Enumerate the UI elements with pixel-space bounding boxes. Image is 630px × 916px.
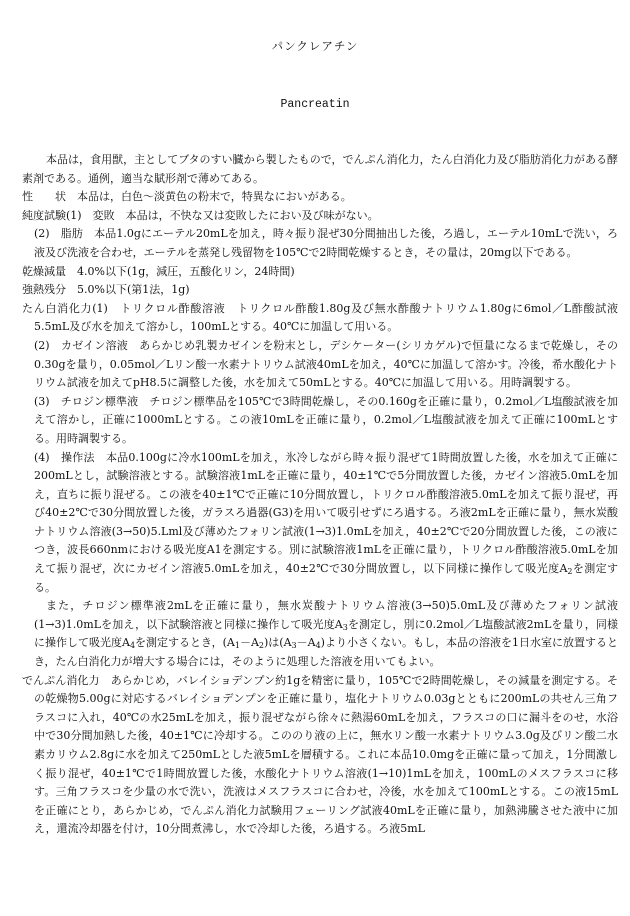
standard-text-3: を測定するとき，(A [135, 636, 235, 650]
protein-digestion-2: (2) カゼイン溶液 あらかじめ乳製カゼインを粉末とし，デシケーター(シリカゲル)で恒量になるまで乾燥し，その0.30gを量り，0.05mol／Lリン酸一水素ナトリウム試液40mLを加え，40℃に加温して溶かす。冷後，希水酸化ナトリウム試液を加えてpH8.5に調整した後，水を加えて50mLとする。40℃に加温して用いる。用時調製する。 [34, 338, 618, 390]
intro-paragraph: 本品は，食用獣，主としてブタのすい臓から製したもので，でんぷん消化力，たん白消化力及び脂肪消化力がある酵素剤である。通例，適当な賦形剤で薄めてある。 [22, 153, 618, 185]
procedure-text: (4) 操作法 本品0.100gに冷水100mLを加え，氷冷しながら時々振り混ぜて1時間放置した後，水を加えて正確に200mLとし，試験溶液とする。試験溶液1mLを正確に量り，40±1℃で5分間放置した後，カゼイン溶液5.0mLを加え，直ちに振り混ぜる。この液を40±1℃で正確に10分間放置し，トリクロル酢酸溶液5.0mLを加えて振り混ぜ，再び40±2℃で30分間放置した後，ガラスろ過器(G3)を用いて吸引せずにろ過する。ろ液2mLを正確に量り，無水炭酸ナトリウム溶液(3→50)5.Lml及び薄めたフォリン試液(1→3)1.0mLを加え，40±2℃で20分間放置した後，この液につき，波長660nmにおける吸光度A1を測定する。別に試験溶液1mLを正確に量り，トリクロル酢酸溶液5.0mLを加えて振り混ぜ，次にカゼイン溶液5.0mLを加え，40±2℃で30分間放置し，以下同様に操作して吸光度A [34, 450, 618, 576]
starch-digestion: でんぷん消化力 あらかじめ，バレイショデンプン約1gを精密に量り，105℃で2時間乾燥し，その減量を測定する。その乾燥物5.00gに対応するバレイショデンプンを正確に量り，塩化ナトリウム0.03gとともに200mLの共せん三角フラスコに入れ，40℃の水25mLを加え，振り混ぜながら徐々に熱湯60mLを加え，フラスコの口に漏斗をのせ，水浴中で30分間加熱した後，40±1℃に冷却する。こののり液の上に，無水リン酸一水素ナトリウム3.0g及びリン酸二水素カリウム2.8gに水を加えて250mLとした液5mLを層積する。これに本品10.0mgを正確に量って加え，1分間激しく振り混ぜ，40±1℃で1時間放置した後，水酸化ナトリウム溶液(1→10)1mLを加え，100mLのメスフラスコに移す。三角フラスコを少量の水で洗い，洗液はメスフラスコに合わせ，冷後，水を加えて100mLとする。この液15mLを正確にとり，あらかじめ，でんぷん消化力試験用フェーリング試液40mLを正確に量り，加熱沸騰させた液中に加え，還流冷却器を付け，10分間煮沸し，水で冷却した後，ろ過する。ろ液5mL [22, 673, 618, 836]
subscript: 4 [129, 641, 136, 651]
subscript: 2 [258, 641, 264, 651]
purity-test-1: 純度試験(1) 変敗 本品は，不快な又は変敗したにおい及び味がない。 [22, 208, 379, 222]
subscript: 3 [342, 622, 348, 632]
standard-text-4: )は(A [264, 636, 292, 650]
standard-text-1: また，チロジン標準液2mLを正確に量り，無水炭酸ナトリウム溶液(3→50)5.0mL及び薄めたフォリン試液(1→3)1.0mLを加え，以下試験溶液と同様に操作して吸光度A [34, 599, 618, 631]
loss-on-drying: 乾燥減量 4.0%以下(1g，減圧，五酸化リン，24時間) [22, 264, 295, 278]
standard-text-5: )より小さくない。もし，本品の溶液を1日水室に放置するとき，たん白消化力が増大する場合には，そのように処理した溶液を用いてもよい。 [34, 636, 618, 669]
title-japanese: パンクレアチン [271, 39, 359, 53]
residue-on-ignition: 強熱残分 5.0%以下(第1法，1g) [22, 283, 190, 297]
minus-sign: －A [239, 636, 259, 650]
protein-digestion-1: たん白消化力(1) トリクロル酢酸溶液 トリクロル酢酸1.80g及び無水酢酸ナトリウム1.80gに6mol／L酢酸試液5.5mL及び水を加えて溶かし，100mLとする。40℃に加温して用いる。 [22, 301, 618, 334]
subscript: 2 [567, 567, 573, 577]
standard-text-2: を測定し，別に0.2mol／L塩酸試液2mLを量り，同様に操作して吸光度A [34, 617, 618, 650]
subscript: 3 [291, 641, 297, 651]
protein-digestion-4-procedure [22, 449, 618, 598]
procedure-text-end: を測定する。 [34, 562, 618, 594]
minus-sign: －A [296, 636, 316, 650]
subscript: 4 [315, 641, 321, 651]
subscript: 1 [234, 641, 240, 651]
protein-digestion-3: (3) チロジン標準液 チロジン標準品を105℃で3時間乾燥し，その0.160gを正確に量り，0.2mol／L塩酸試液を加えて溶かし，正確に1000mLとする。この液10mLを正確に量り，0.2mol／L塩酸試液を加えて正確に100mLとする。用時調製する。 [34, 394, 618, 445]
protein-digestion-4-standard [22, 597, 618, 671]
title-english: Pancreatin [280, 98, 350, 111]
document-body [22, 151, 618, 839]
properties-paragraph: 性 状 本品は，白色～淡黄色の粉末で，特異なにおいがある。 [22, 190, 352, 204]
purity-test-2: (2) 脂肪 本品1.0gにエーテル20mLを加え，時々振り混ぜ30分間抽出した後，ろ過し，エーテル10mLで洗い，ろ液及び洗液を合わせ，エーテルを蒸発し残留物を105℃で2時間乾燥するとき，その量は，20mg以下である。 [34, 227, 618, 259]
